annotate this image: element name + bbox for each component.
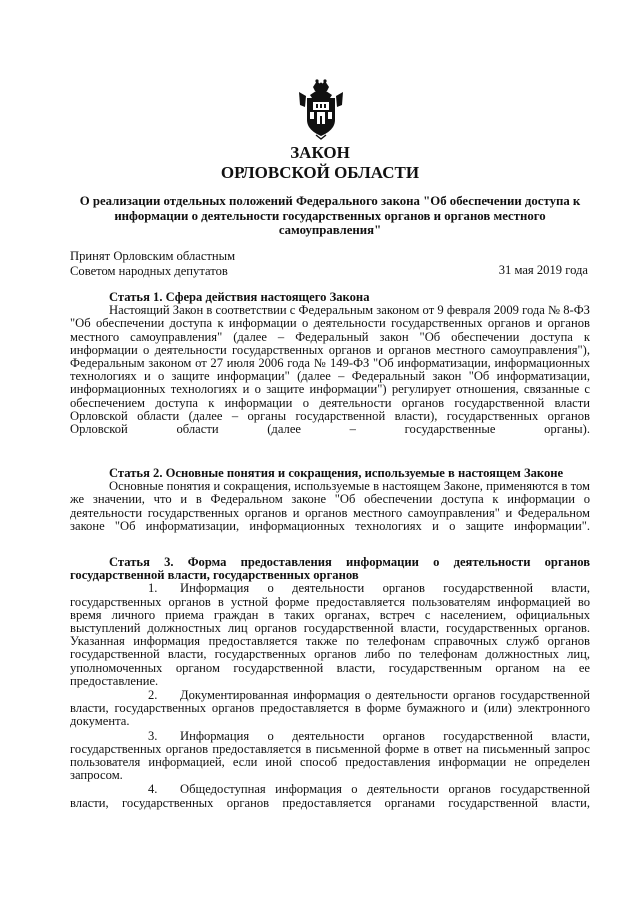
list-item: [70, 582, 590, 688]
item-text: Общедоступная информация о деятельности органов государственной власти, государственных органов предоставляется органами государственной власти,: [70, 782, 590, 810]
adoption-line: Принят Орловским областным: [70, 249, 236, 263]
list-item: [70, 689, 590, 729]
list-item: [70, 730, 590, 783]
item-number: 2.: [148, 688, 158, 703]
article-heading: Статья 2. Основные понятия и сокращения, используемые в настоящем Законе: [109, 466, 564, 480]
item-number: 3.: [148, 728, 158, 743]
coat-of-arms-icon: [296, 78, 346, 140]
adoption-date: 31 мая 2019 года: [498, 263, 588, 277]
item-number: 4.: [148, 782, 158, 797]
adoption-body: [70, 249, 370, 278]
list-item: [70, 783, 590, 809]
article-2: [70, 467, 590, 533]
item-text: Информация о деятельности органов государственной власти, государственных органов в устной форме предоставляется пользователям информацией во время личного приема граждан в таких органах, встреч с населением, официальных выступлений должностных лиц органов государственной власти, государственных органов. Указанная информация предоставляется также по телефонам справочных служб органов государственной власти, государственных органов либо по телефонам должностных лиц, уполномоченных органом государственной власти, государственным органом на ее предоставление.: [70, 581, 590, 688]
adoption-line: Советом народных депутатов: [70, 263, 228, 278]
law-title: ЗАКОН: [290, 143, 350, 162]
item-text: Документированная информация о деятельности органов государственной власти, государственных органов предоставляется в форме бумажного и (или) электронного документа.: [70, 688, 590, 729]
law-subtitle: О реализации отдельных положений Федерального закона "Об обеспечении доступа к информации о деятельности государственных органов и органов местного самоуправления": [79, 194, 581, 237]
article-text: Настоящий Закон в соответствии с Федеральным законом от 9 февраля 2009 года № 8-ФЗ "Об обеспечении доступа к информации о деятельности государственных органов и органов местного самоуправления" (далее – Федеральный закон "Об обеспечении доступа к информации о деятельности государственных органов и органов местного самоуправления"), Федеральным законом от 27 июля 2006 года № 149-ФЗ "Об информатизации, информационных технологиях и о защите информации" (далее – Федеральный закон "Об информатизации, информационных технологиях и о защите информации") регулирует отношения, связанные с обеспечением доступа к информации о деятельности органов государственной власти Орловской области (далее – органы государственной власти), государственных органов Орловской области (далее – государственные органы).: [70, 303, 590, 437]
article-1: [70, 291, 590, 436]
article-heading: Статья 1. Сфера действия настоящего Закона: [109, 290, 370, 304]
item-text: Информация о деятельности органов государственной власти, государственных органов предоставляется в письменной форме в ответ на письменный запрос пользователя информацией, если иной способ предоставления информации не определен запросом.: [70, 728, 590, 783]
item-number: 1.: [148, 581, 158, 596]
article-text: Основные понятия и сокращения, используемые в настоящем Законе, применяются в том же значении, что и в Федеральном законе "Об обеспечении доступа к информации о деятельности государственных органов и органов местного самоуправления" и Федеральном законе "Об информатизации, информационных технологиях и о защите информации".: [70, 479, 590, 533]
region-title: ОРЛОВСКОЙ ОБЛАСТИ: [220, 163, 420, 182]
article-3: [70, 556, 590, 810]
article-heading: Статья 3. Форма предоставления информации о деятельности органов государственной власти, государственных органов: [70, 555, 590, 583]
